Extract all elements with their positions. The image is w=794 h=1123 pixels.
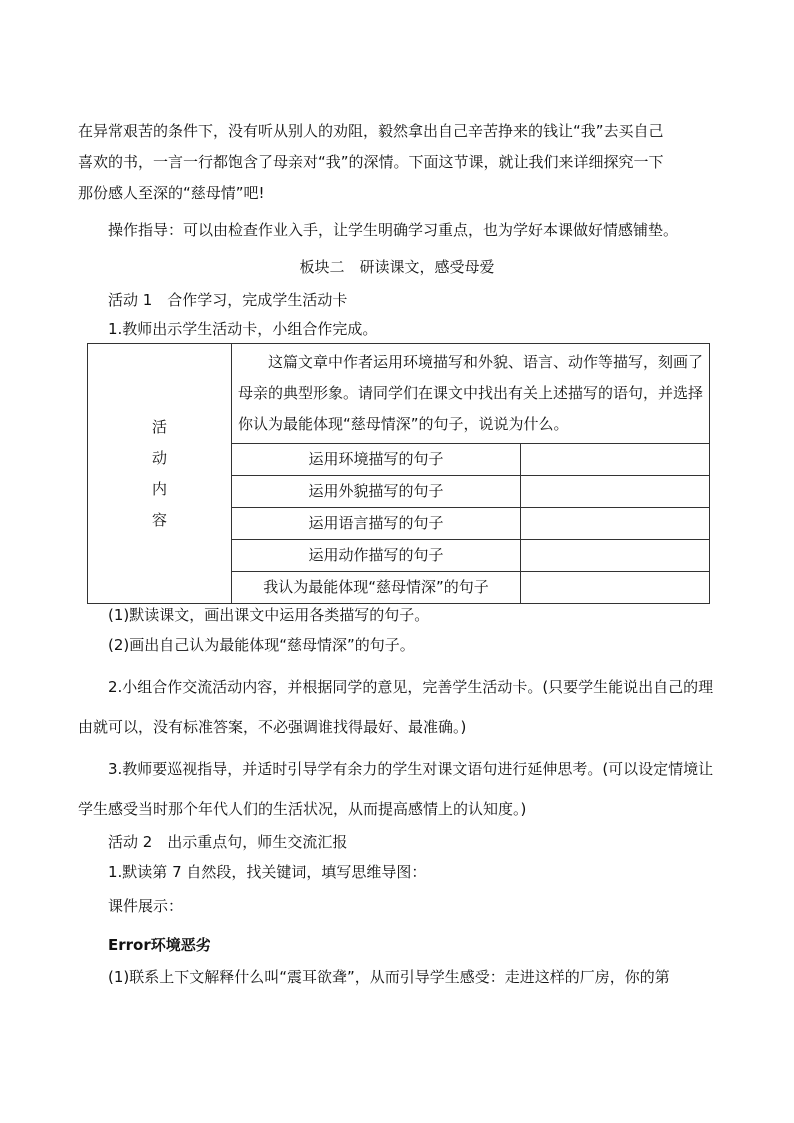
- side-char: 动: [151, 448, 167, 467]
- table-row-answer[interactable]: [521, 572, 710, 604]
- side-char: 内: [151, 479, 167, 498]
- activity2-step1: 1.默读第 7 自然段，找关键词，填写思维导图：: [108, 863, 427, 881]
- activity-content-label: [88, 344, 232, 604]
- table-row-label: 我认为最能体现“慈母情深”的句子: [232, 572, 521, 604]
- courseware-label: 课件展示：: [108, 897, 184, 915]
- operation-guidance: 操作指导：可以由检查作业入手，让学生明确学习重点，也为学好本课做好情感铺垫。: [108, 221, 679, 239]
- table-row-answer[interactable]: [521, 444, 710, 476]
- activity1-heading: 活动 1 合作学习，完成学生活动卡: [108, 291, 348, 309]
- activity2-note1: (1)联系上下文解释什么叫“震耳欲聋”，从而引导学生感受：走进这样的厂房，你的第: [108, 968, 670, 986]
- table-row-label: 运用动作描写的句子: [232, 540, 521, 572]
- activity-description: 这篇文章中作者运用环境描写和外貌、语言、动作等描写，刻画了母亲的典型形象。请同学们在课文中找出有关上述描写的语句，并选择你认为最能体现“慈母情深”的句子，说说为什么。: [232, 344, 710, 444]
- intro-line-3: 那份感人至深的“慈母情”吧!: [78, 184, 265, 202]
- table-row-answer[interactable]: [521, 540, 710, 572]
- section-title: 板块二 研读课文，感受母爱: [299, 258, 495, 276]
- activity1-note1: (1)默读课文，画出课文中运用各类描写的句子。: [108, 606, 430, 624]
- activity1-note2: (2)画出自己认为最能体现“慈母情深”的句子。: [108, 636, 415, 654]
- table-row-answer[interactable]: [521, 508, 710, 540]
- activity1-step3: 3.教师要巡视指导，并适时引导学有余力的学生对课文语句进行延伸思考。(可以设定情境让学生感受当时那个年代人们的生活状况，从而提高感情上的认知度。): [78, 760, 714, 818]
- table-row-answer[interactable]: [521, 476, 710, 508]
- activity2-heading: 活动 2 出示重点句，师生交流汇报: [108, 833, 348, 851]
- side-char: 容: [151, 510, 167, 529]
- student-activity-card: [87, 343, 710, 604]
- table-row-label: 运用环境描写的句子: [232, 444, 521, 476]
- error-placeholder-line: Error环境恶劣: [108, 936, 211, 954]
- side-char: 活: [151, 417, 167, 436]
- table-row-label: 运用语言描写的句子: [232, 508, 521, 540]
- activity1-step2: 2.小组合作交流活动内容，并根据同学的意见，完善学生活动卡。(只要学生能说出自己的理由就可以，没有标准答案，不必强调谁找得最好、最准确。): [78, 678, 714, 736]
- intro-line-1: 在异常艰苦的条件下，没有听从别人的劝阻，毅然拿出自己辛苦挣来的钱让“我”去买自己: [78, 122, 664, 140]
- activity1-step1: 1.教师出示学生活动卡，小组合作完成。: [108, 320, 378, 338]
- table-row-label: 运用外貌描写的句子: [232, 476, 521, 508]
- intro-line-2: 喜欢的书，一言一行都饱含了母亲对“我”的深情。下面这节课，就让我们来详细探究一下: [78, 153, 664, 171]
